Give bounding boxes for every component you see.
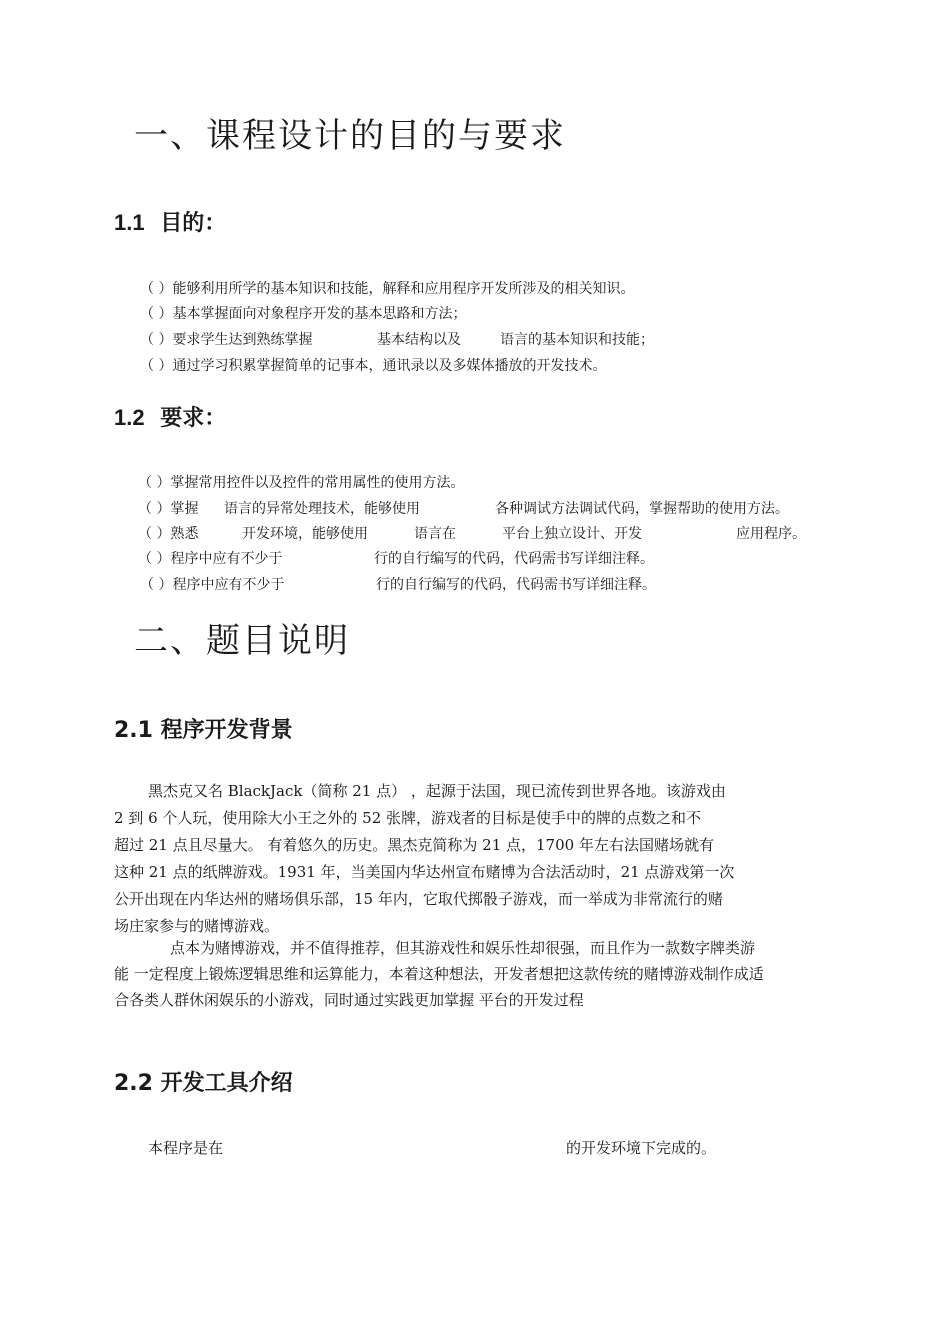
requirement-item-part: （ ）程序中应有不少于 [138,551,283,567]
requirement-item-part: 行的自行编写的代码，代码需书写详细注释。 [376,577,656,593]
requirement-item-part: （ ）程序中应有不少于 [140,577,285,593]
background-paragraph-line: 这种 21 点的纸牌游戏。1931 年，当美国内华达州宣布赌博为合法活动时，21 点游戏第一次 [114,863,735,881]
tools-heading: 2.2 开发工具介绍 [114,1071,293,1096]
tools-text-left: 本程序是在 [148,1139,224,1157]
purpose-item [140,329,312,349]
purpose-item: （ ）基本掌握面向对象程序开发的基本思路和方法； [140,306,467,322]
purpose-item-part: 语言的基本知识和技能； [500,332,654,348]
requirement-item-part: 语言的异常处理技术，能够使用 [224,501,420,517]
requirement-item-part: 开发环境，能够使用 [242,526,368,542]
requirement-item-part: （ ）熟悉 [138,526,199,542]
purpose-item: （ ）能够利用所学的基本知识和技能，解释和应用程序开发所涉及的相关知识。 [140,281,635,297]
requirements-heading [114,401,226,432]
background-paragraph-line: 能 一定程度上锻炼逻辑思维和运算能力，本着这种想法，开发者想把这款传统的赌博游戏制作成适 [114,965,764,983]
purpose-heading-number: 1.1 [114,210,145,235]
purpose-heading-text: 目的： [160,211,227,236]
background-paragraph-line: 超过 21 点且尽量大。 有着悠久的历史。黑杰克简称为 21 点，1700 年左右法国赌场就有 [114,836,714,854]
requirement-item-part: （ ）掌握 [138,501,199,517]
requirements-heading-text: 要求： [160,406,227,431]
background-paragraph-line: 黑杰克又名 BlackJack（简称 21 点） ，起源于法国，现已流传到世界各地。该游戏由 [148,782,726,800]
purpose-item-part: 基本结构以及 [377,332,461,348]
section-1-title: 一、课程设计的目的与要求 [134,116,566,156]
purpose-item: （ ）通过学习积累掌握简单的记事本，通讯录以及多媒体播放的开发技术。 [140,358,607,374]
requirement-item-part: 应用程序。 [736,526,806,542]
requirement-item: （ ）掌握常用控件以及控件的常用属性的使用方法。 [138,475,465,491]
requirement-item-part: 平台上独立设计、开发 [502,526,642,542]
purpose-item-part: （ ）要求学生达到熟练掌握 [140,332,313,348]
requirement-item-part: 行的自行编写的代码，代码需书写详细注释。 [374,551,654,567]
purpose-heading [114,206,226,237]
background-heading: 2.1 程序开发背景 [114,718,293,743]
background-paragraph-line: 场庄家参与的赌博游戏。 [114,917,280,935]
section-2-title: 二、题目说明 [134,621,350,661]
requirement-item-part: 各种调试方法调试代码，掌握帮助的使用方法。 [495,501,789,517]
background-paragraph-line: 合各类人群休闲娱乐的小游戏，同时通过实践更加掌握 平台的开发过程 [114,991,584,1009]
tools-text-right: 的开发环境下完成的。 [566,1139,717,1157]
requirement-item-part: 语言在 [414,526,456,542]
background-paragraph-line: 公开出现在内华达州的赌场俱乐部，15 年内，它取代掷骰子游戏，而一举成为非常流行的赌 [114,890,723,908]
requirements-heading-number: 1.2 [114,405,145,430]
background-paragraph-line: 点本为赌博游戏，并不值得推荐，但其游戏性和娱乐性却很强，而且作为一款数字牌类游 [170,939,756,957]
background-paragraph-line: 2 到 6 个人玩，使用除大小王之外的 52 张牌，游戏者的目标是使手中的牌的点数之和不 [114,809,702,827]
